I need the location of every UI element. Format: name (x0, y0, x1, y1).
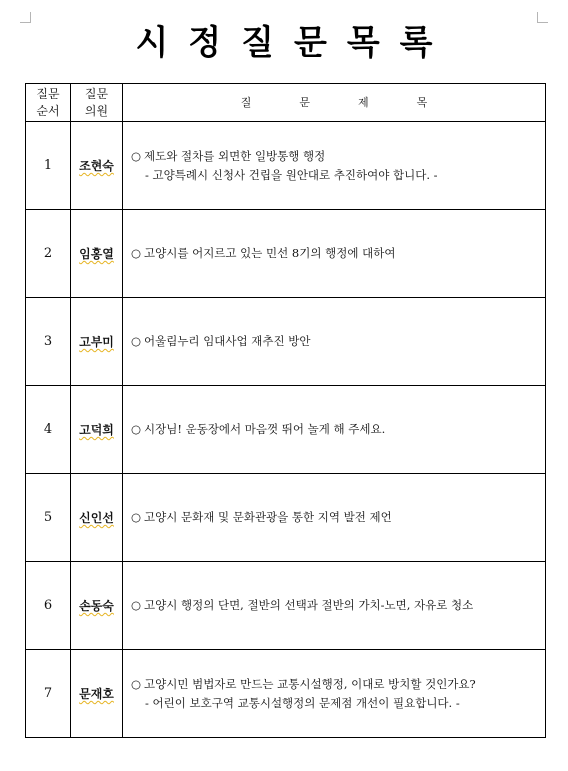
table-row (26, 122, 546, 210)
subject-line: 어울림누리 임대사업 재추진 방안 (144, 334, 311, 348)
table-body (26, 122, 546, 738)
page-title: 시정질문목록 (135, 23, 453, 63)
question-table (25, 83, 546, 738)
member-name-text: 고덕희 (79, 423, 114, 437)
member-name (71, 474, 123, 562)
subject-subline: - 고양특례시 신청사 건립을 원안대로 추진하여야 합니다. - (145, 167, 438, 182)
header-question-member: 질문 의원 (71, 84, 123, 122)
member-name (71, 562, 123, 650)
member-name (71, 386, 123, 474)
question-order-number: 2 (26, 210, 71, 298)
member-name-text: 문재호 (79, 687, 114, 701)
member-name-text: 신인선 (79, 511, 114, 525)
member-name (71, 122, 123, 210)
question-order-number: 4 (26, 386, 71, 474)
circle-bullet-icon: ○ (131, 334, 142, 348)
table-row (26, 650, 546, 738)
header-question-order: 질문 순서 (26, 84, 71, 122)
table-row (26, 210, 546, 298)
member-name-text: 손동숙 (79, 599, 114, 613)
member-name-text: 임홍열 (79, 247, 114, 261)
member-name (71, 650, 123, 738)
circle-bullet-icon: ○ (131, 598, 142, 612)
subject-subline: - 어린이 보호구역 교통시설행정의 문제점 개선이 필요합니다. - (145, 695, 460, 710)
question-subject (123, 122, 546, 210)
table-row (26, 298, 546, 386)
member-name (71, 298, 123, 386)
question-order-number: 5 (26, 474, 71, 562)
question-subject (123, 562, 546, 650)
circle-bullet-icon: ○ (131, 246, 142, 260)
question-subject (123, 650, 546, 738)
question-subject (123, 210, 546, 298)
subject-line: 고양시 문화재 및 문화관광을 통한 지역 발전 제언 (144, 510, 392, 524)
table-row (26, 386, 546, 474)
question-order-number: 3 (26, 298, 71, 386)
question-order-number: 6 (26, 562, 71, 650)
circle-bullet-icon: ○ (131, 422, 142, 436)
question-order-number: 7 (26, 650, 71, 738)
table-header-row (26, 84, 546, 122)
question-order-number: 1 (26, 122, 71, 210)
subject-line: 고양시민 범법자로 만드는 교통시설행정, 이대로 방치할 것인가요? (144, 676, 476, 691)
table-row (26, 474, 546, 562)
circle-bullet-icon: ○ (131, 148, 142, 163)
subject-line: 제도와 절차를 외면한 일방통행 행정 (144, 148, 326, 163)
member-name (71, 210, 123, 298)
subject-line: 고양시를 어지르고 있는 민선 8기의 행정에 대하여 (144, 246, 396, 260)
question-subject (123, 474, 546, 562)
circle-bullet-icon: ○ (131, 510, 142, 524)
header-question-subject: 질문제목 (123, 84, 546, 122)
circle-bullet-icon: ○ (131, 676, 142, 691)
subject-line: 고양시 행정의 단면, 절반의 선택과 절반의 가치-노면, 자유로 청소 (144, 598, 474, 612)
subject-line: 시장님! 운동장에서 마음껏 뛰어 놀게 해 주세요. (144, 422, 386, 436)
table-row (26, 562, 546, 650)
question-subject (123, 386, 546, 474)
question-subject (123, 298, 546, 386)
member-name-text: 조현숙 (79, 159, 114, 173)
member-name-text: 고부미 (79, 335, 114, 349)
